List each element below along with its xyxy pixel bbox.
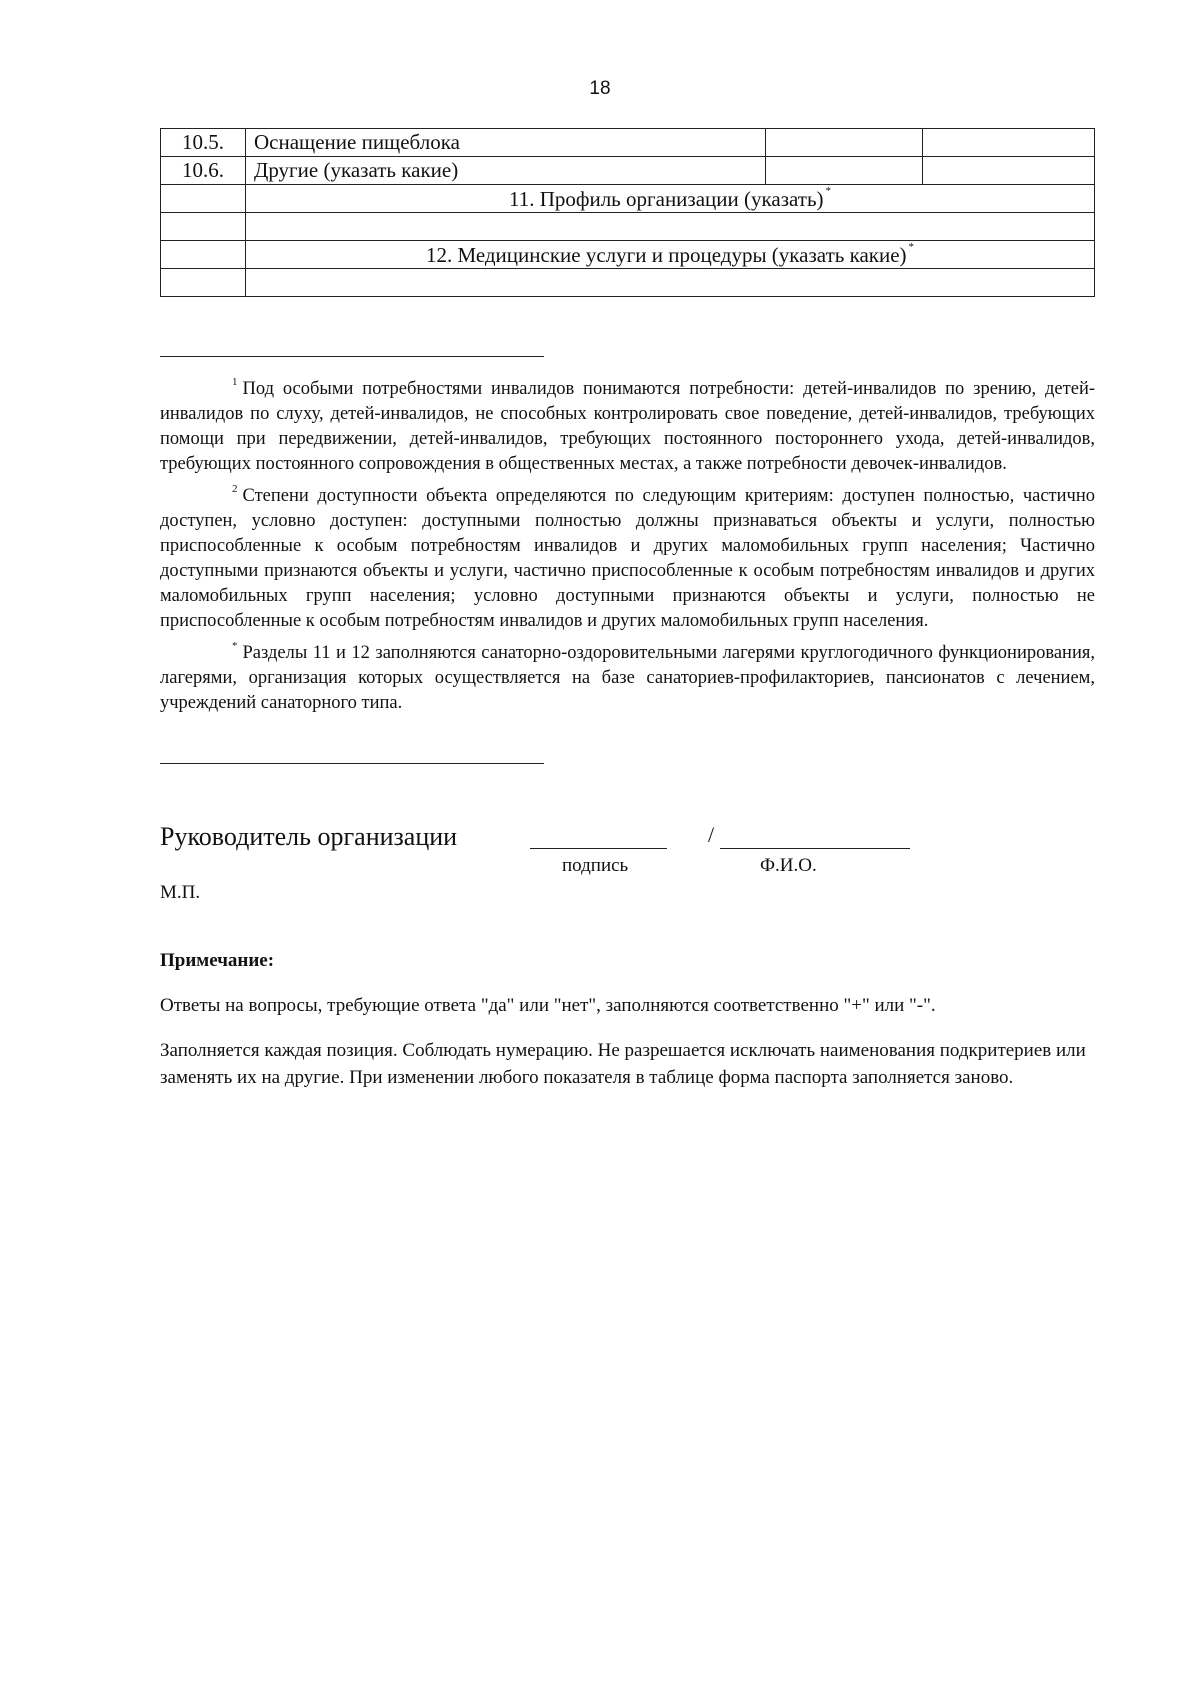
page-number: 18 — [589, 78, 611, 99]
section-12-heading — [246, 241, 1095, 269]
table-row — [161, 185, 1095, 213]
footnote-star-note — [160, 634, 1095, 716]
footnote-mark: 1 — [232, 376, 238, 388]
passport-table — [160, 128, 1095, 297]
footnote-text: Под особыми потребностями инвалидов понимаются потребности: детей-инвалидов по зрению, детей-инвалидов по слуху, детей-инвалидов, не способных контролировать свое поведение, детей-инвалидов, требующих помощи при передвижении, детей-инвалидов, требующих постоянного постороннего ухода, детей-инвалидов, требующих постоянного сопровождения в общественных местах, а также потребности девочек-инвалидов. — [160, 379, 1095, 474]
empty-cell — [161, 269, 246, 297]
table-row — [161, 129, 1095, 157]
row-number: 10.5. — [161, 129, 246, 157]
signature-block — [160, 822, 1095, 912]
empty-cell — [766, 129, 923, 157]
empty-cell — [766, 157, 923, 185]
signature-slash: / — [708, 822, 715, 847]
table-row — [161, 213, 1095, 241]
empty-cell — [246, 213, 1095, 241]
section-12-text: 12. Медицинские услуги и процедуры (указать какие) — [425, 243, 907, 268]
footnote-star: * — [908, 241, 915, 254]
signature-caption: подпись — [562, 855, 629, 876]
empty-cell — [923, 129, 1095, 157]
empty-cell — [161, 213, 246, 241]
footnote-text: Степени доступности объекта определяются по следующим критериям: доступен полностью, частично доступен, условно доступен: доступными полностью должны признаваться объекты и услуги, полностью приспособленные к особым потребностям инвалидов и других маломобильных групп населения; Частично доступными признаются объекты и услуги, частично приспособленные к особым потребностям инвалидов и других маломобильных групп населения; условно доступными признаются объекты и услуги, полностью не приспособленные к особым потребностям инвалидов и других маломобильных групп населения. — [160, 486, 1095, 631]
row-label: Оснащение пищеблока — [246, 129, 766, 157]
section-11-text: 11. Профиль организации (указать) — [508, 187, 824, 212]
table-row — [161, 269, 1095, 297]
empty-cell — [161, 185, 246, 213]
footnote-end-separator — [160, 763, 544, 764]
note-line-2: Заполняется каждая позиция. Соблюдать нумерацию. Не разрешается исключать наименования подкритериев или заменять их на другие. При изменении любого показателя в таблице форма паспорта заполняется заново. — [160, 1040, 1086, 1088]
note-line-1: Ответы на вопросы, требующие ответа "да" или "нет", заполняются соответственно "+" или "-". — [160, 995, 936, 1016]
footnote-text: Разделы 11 и 12 заполняются санаторно-оздоровительными лагерями круглогодичного функционирования, лагерями, организация которых осуществляется на базе санаториев-профилакториев, пансионатов с лечением, учреждений санаторного типа. — [160, 643, 1095, 713]
signature-title: Руководитель организации — [160, 822, 458, 851]
empty-cell — [161, 241, 246, 269]
empty-cell — [923, 157, 1095, 185]
note-title: Примечание: — [160, 950, 275, 971]
footnote-mark: 2 — [232, 483, 238, 495]
signature-line — [530, 848, 667, 849]
section-11-heading — [246, 185, 1095, 213]
footnote-1 — [160, 370, 1095, 477]
footnote-mark: * — [232, 640, 238, 652]
name-line — [720, 848, 910, 849]
table-row — [161, 157, 1095, 185]
footnote-separator — [160, 356, 544, 357]
stamp-place: М.П. — [160, 882, 201, 903]
empty-cell — [246, 269, 1095, 297]
footnote-star: * — [825, 185, 832, 198]
footnote-2 — [160, 477, 1095, 634]
name-caption: Ф.И.О. — [760, 855, 817, 876]
table-row — [161, 241, 1095, 269]
footnotes — [160, 370, 1095, 716]
row-label: Другие (указать какие) — [246, 157, 766, 185]
row-number: 10.6. — [161, 157, 246, 185]
